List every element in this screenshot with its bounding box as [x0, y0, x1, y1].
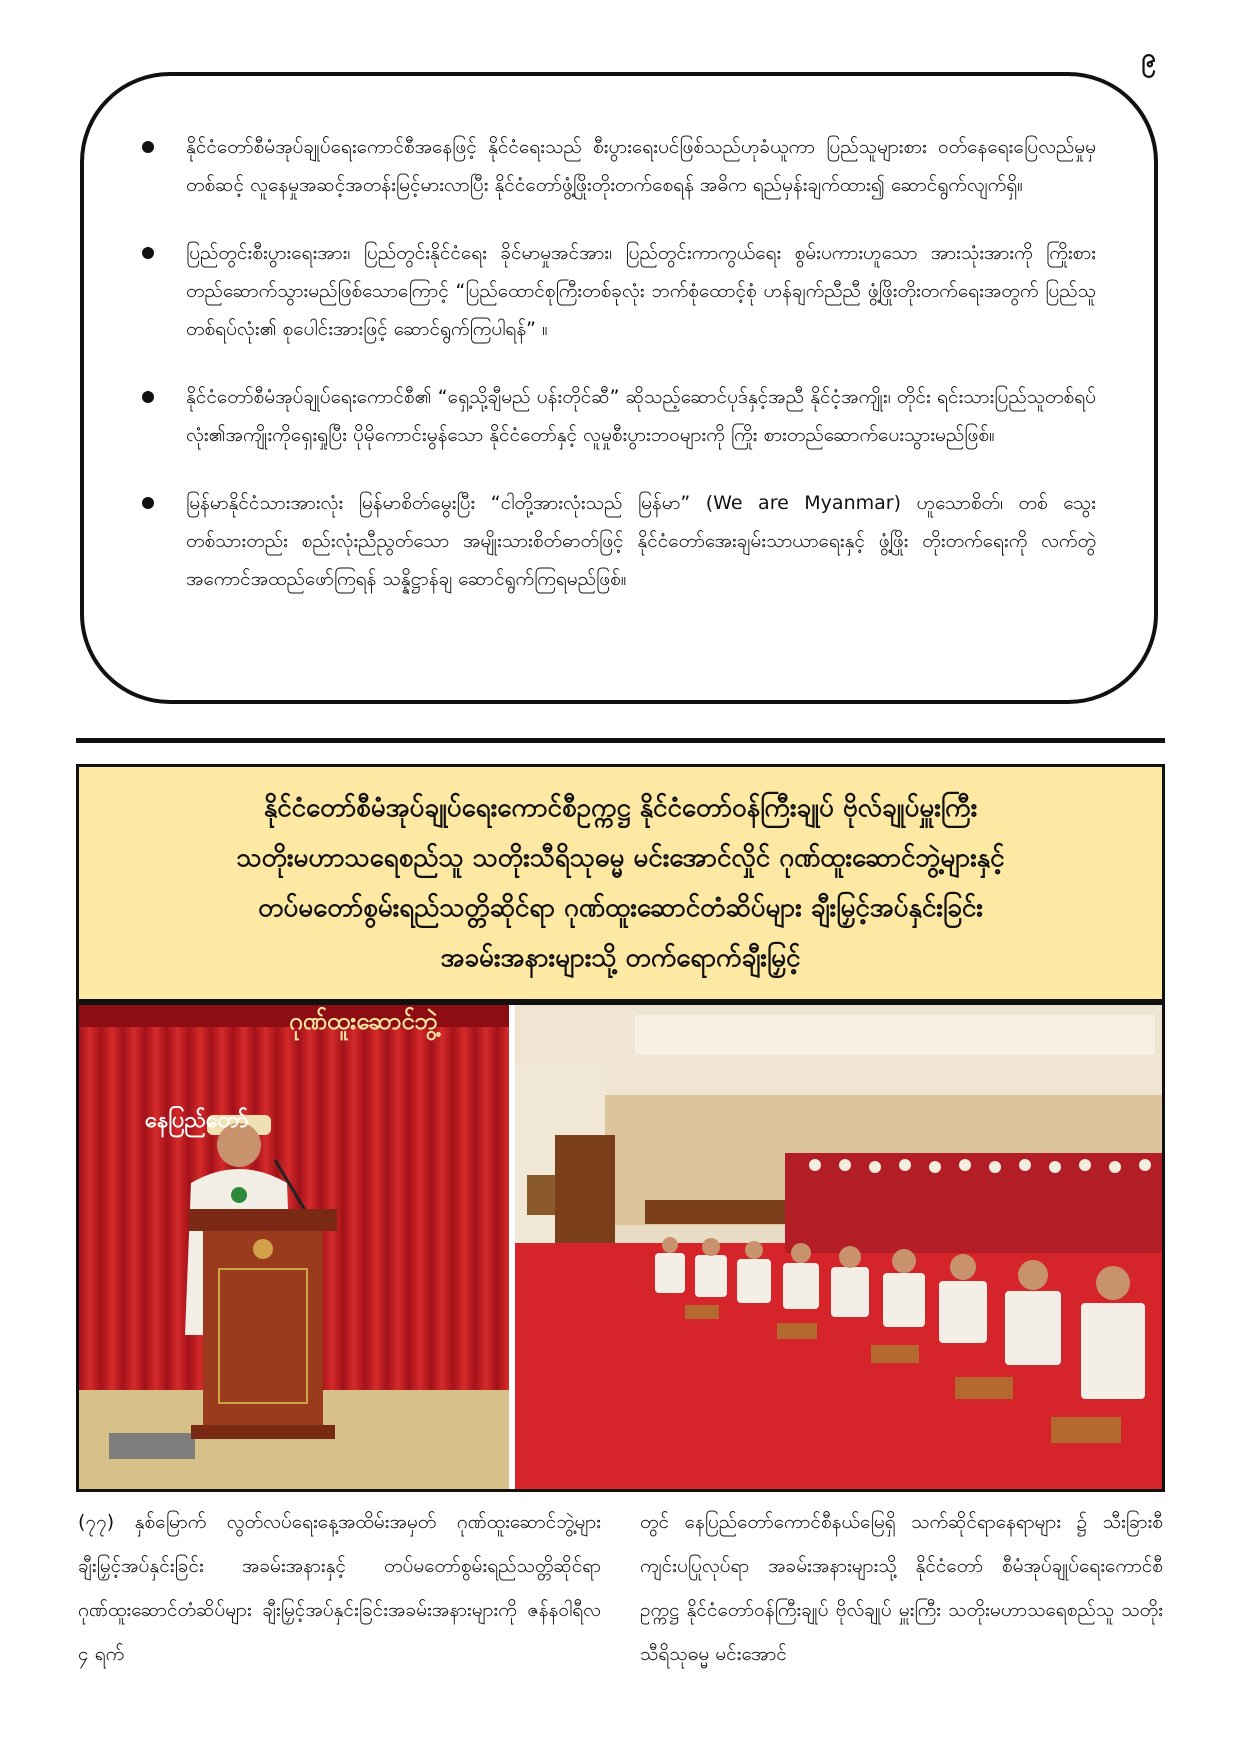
bullet-text: မြန်မာနိုင်ငံသားအားလုံး မြန်မာစိတ်မွေးပြီး “ငါတို့အားလုံးသည် မြန်မာ” (We are Myanmar) ဟူသောစိတ်၊ တစ် သွေးတစ်သားတည်း စည်းလုံးညီညွတ်သော အမျိုးသားစိတ်ဓာတ်ဖြင့် နိုင်ငံတော်အေးချမ်းသာယာရေးနှင့် ဖွံ့ဖြိုး တိုးတက်ရေးကို လက်တွဲအကောင်အထည်ဖော်ကြရန် သန္နိဋ္ဌာန်ချ ဆောင်ရွက်ကြရမည်ဖြစ်။: [186, 492, 1096, 590]
bullet-icon: [142, 247, 154, 259]
section-divider: [76, 738, 1165, 743]
body-text-left: (၇၇) နှစ်မြောက် လွတ်လပ်ရေးနေ့အထိမ်းအမှတ် ဂုဏ်ထူးဆောင်ဘွဲ့များ ချီးမြှင့်အပ်နှင်းခြင်း အခမ်းအနားနှင့် တပ်မတော်စွမ်းရည်သတ္တိဆိုင်ရာ ဂုဏ်ထူးဆောင်တံဆိပ်များ ချီးမြှင့်အပ်နှင်းခြင်းအခမ်းအနားများကို ဇန်နဝါရီလ ၄ ရက်: [78, 1511, 601, 1665]
bullet-text: နိုင်ငံတော်စီမံအုပ်ချုပ်ရေးကောင်စီအနေဖြင့် နိုင်ငံရေးသည် စီးပွားရေးပင်ဖြစ်သည်ဟုခံယူကာ ပြည်သူများစား ဝတ်နေရေးပြေလည်မှုမှတစ်ဆင့် လူနေမှုအဆင့်အတန်းမြင့်မားလာပြီး နိုင်ငံတော်ဖွံ့ဖြိုးတိုးတက်စေရန် အဓိက ရည်မှန်းချက်ထား၍ ဆောင်ရွက်လျက်ရှိ။: [186, 136, 1096, 196]
bullet-item: [142, 128, 1096, 204]
headline-box: [76, 764, 1165, 1002]
bullet-icon: [142, 141, 154, 153]
page-number: ၉: [1141, 43, 1156, 73]
bullet-item: [142, 234, 1096, 348]
bullet-text: နိုင်ငံတော်စီမံအုပ်ချုပ်ရေးကောင်စီ၏ “ရှေ့သို့ချီမည် ပန်းတိုင်ဆီ” ဆိုသည့်ဆောင်ပုဒ်နှင့်အညီ နိုင်ငံ့အကျိုး၊ တိုင်း ရင်းသားပြည်သူတစ်ရပ်လုံး၏အကျိုးကိုရှေးရှုပြီး ပိုမိုကောင်းမွန်သော နိုင်ငံတော်နှင့် လူမှုစီးပွားဘဝများကို ကြိုး စားတည်ဆောက်ပေးသွားမည်ဖြစ်။: [186, 386, 1096, 446]
body-text-right: တွင် နေပြည်တော်ကောင်စီနယ်မြေရှိ သက်ဆိုင်ရာနေရာများ ၌ သီးခြားစီကျင်းပပြုလုပ်ရာ အခမ်းအနားများသို့ နိုင်ငံတော် စီမံအုပ်ချုပ်ရေးကောင်စီဥက္ကဋ္ဌ နိုင်ငံတော်ဝန်ကြီးချုပ် ဗိုလ်ချုပ် မှူးကြီး သတိုးမဟာသရေစည်သူ သတိုးသီရိသုဓမ္မ မင်းအောင်: [640, 1511, 1163, 1665]
photo-frame: [76, 1002, 1165, 1492]
bullet-icon: [142, 497, 154, 509]
bullet-item: [142, 484, 1096, 598]
bullet-icon: [142, 391, 154, 403]
headline-line: သတိုးမဟာသရေစည်သူ သတိုးသီရိသုဓမ္မ မင်းအောင်လှိုင် ဂုဏ်ထူးဆောင်ဘွဲ့များနှင့်: [236, 843, 1005, 873]
key-points-box: [80, 72, 1158, 704]
headline-line: နိုင်ငံတော်စီမံအုပ်ချုပ်ရေးကောင်စီဥက္ကဋ္ဌ နိုင်ငံတော်ဝန်ကြီးချုပ် ဗိုလ်ချုပ်မှူးကြီး: [263, 793, 978, 823]
bullet-item: [142, 378, 1096, 454]
speaker-photo: [79, 1005, 509, 1489]
sign-text: နေပြည်တော်: [145, 1108, 249, 1133]
banner-text: ဂုဏ်ထူးဆောင်ဘွဲ့: [289, 1007, 438, 1035]
audience-photo: [515, 1005, 1162, 1489]
bullet-text: ပြည်တွင်းစီးပွားရေးအား၊ ပြည်တွင်းနိုင်ငံရေး ခိုင်မာမှုအင်အား၊ ပြည်တွင်းကာကွယ်ရေး စွမ်းပကားဟူသော အားသုံးအားကို ကြိုးစားတည်ဆောက်သွားမည်ဖြစ်သောကြောင့် “ပြည်ထောင်စုကြီးတစ်ခုလုံး ဘက်စုံထောင့်စုံ ဟန်ချက်ညီညီ ဖွံ့ဖြိုးတိုးတက်ရေးအတွက် ပြည်သူတစ်ရပ်လုံး၏ စုပေါင်းအားဖြင့် ဆောင်ရွက်ကြပါရန်” ။: [186, 242, 1096, 340]
headline-line: တပ်မတော်စွမ်းရည်သတ္တိဆိုင်ရာ ဂုဏ်ထူးဆောင်တံဆိပ်များ ချီးမြှင့်အပ်နှင်းခြင်း: [258, 893, 983, 923]
headline-line: အခမ်းအနားများသို့ တက်ရောက်ချီးမြှင့်: [440, 943, 801, 973]
